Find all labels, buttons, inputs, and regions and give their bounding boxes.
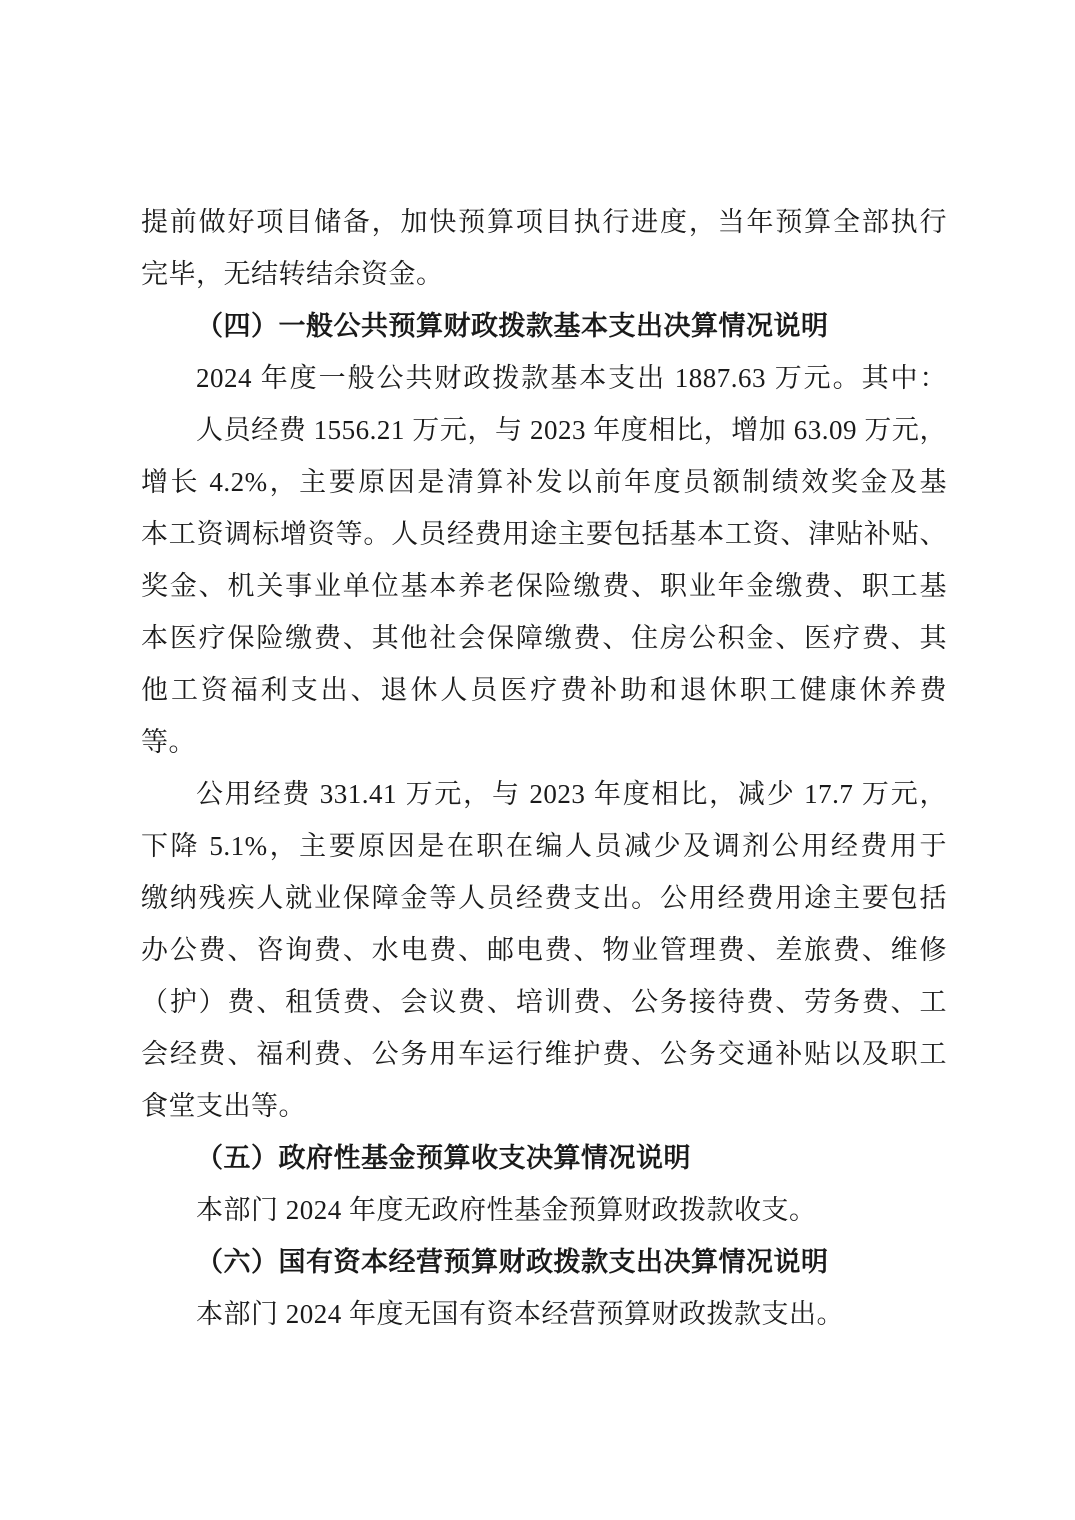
paragraph-line: 2024 年度一般公共财政拨款基本支出 1887.63 万元。其中： (196, 363, 947, 393)
paragraph-line: 公用经费 331.41 万元，与 2023 年度相比，减少 17.7 万元， (196, 779, 947, 809)
paragraph-line: 人员经费 1556.21 万元，与 2023 年度相比，增加 63.09 万元， (196, 415, 947, 445)
paragraph-line: 奖金、机关事业单位基本养老保险缴费、职业年金缴费、职工基 (141, 571, 947, 601)
paragraph-line: 等。 (141, 727, 196, 757)
paragraph-line: 他工资福利支出、退休人员医疗费补助和退休职工健康休养费 (141, 675, 947, 705)
paragraph-line: 提前做好项目储备，加快预算项目执行进度，当年预算全部执行 (141, 207, 947, 237)
paragraph-line: 本工资调标增资等。人员经费用途主要包括基本工资、津贴补贴、 (141, 519, 947, 549)
paragraph-line: 办公费、咨询费、水电费、邮电费、物业管理费、差旅费、维修 (141, 935, 947, 965)
paragraph-line: 本部门 2024 年度无政府性基金预算财政拨款收支。 (196, 1195, 817, 1225)
paragraph-line: 完毕，无结转结余资金。 (141, 259, 444, 289)
paragraph-line: 食堂支出等。 (141, 1091, 306, 1121)
section-heading-six: （六）国有资本经营预算财政拨款支出决算情况说明 (196, 1247, 829, 1277)
paragraph-line: 缴纳残疾人就业保障金等人员经费支出。公用经费用途主要包括 (141, 883, 947, 913)
document-page (141, 196, 947, 1340)
paragraph-line: （护）费、租赁费、会议费、培训费、公务接待费、劳务费、工 (141, 987, 947, 1017)
section-heading-five: （五）政府性基金预算收支决算情况说明 (196, 1143, 691, 1173)
section-heading-four: （四）一般公共预算财政拨款基本支出决算情况说明 (196, 311, 829, 341)
paragraph-line: 下降 5.1%，主要原因是在职在编人员减少及调剂公用经费用于 (141, 831, 947, 861)
paragraph-line: 会经费、福利费、公务用车运行维护费、公务交通补贴以及职工 (141, 1039, 947, 1069)
paragraph-line: 增长 4.2%，主要原因是清算补发以前年度员额制绩效奖金及基 (141, 467, 947, 497)
paragraph-line: 本部门 2024 年度无国有资本经营预算财政拨款支出。 (196, 1299, 844, 1329)
paragraph-line: 本医疗保险缴费、其他社会保障缴费、住房公积金、医疗费、其 (141, 623, 947, 653)
